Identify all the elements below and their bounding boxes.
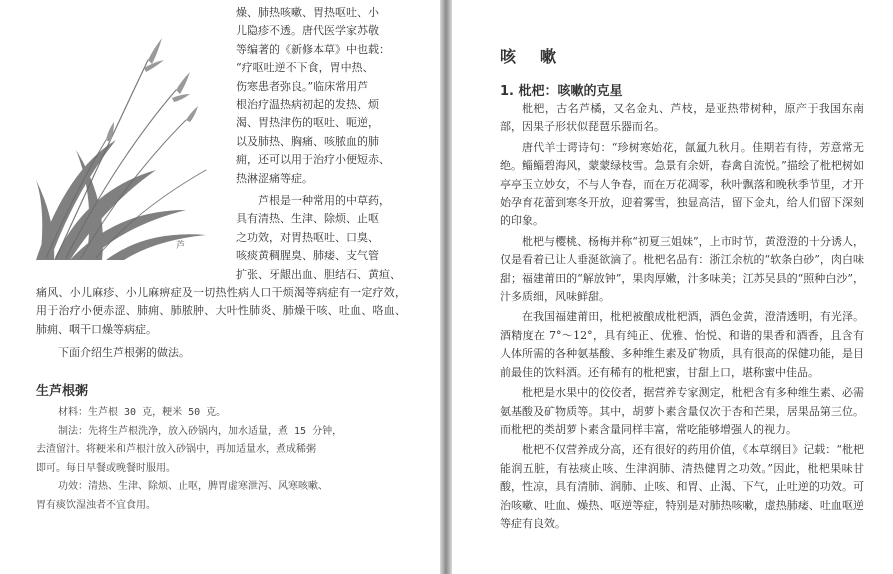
recipe-line: 材料：生芦根 30 克，粳米 50 克。 (58, 407, 227, 418)
intro-line: “疗呕吐逆不下食，胃中热、 (236, 61, 374, 75)
intro-line: 等编著的《新修本草》中也载： (236, 42, 390, 56)
intro-paragraph (236, 4, 406, 188)
intro-line: 儿隐疹不透。唐代医学家苏敬 (236, 24, 379, 38)
recipe-line: 即可。每日早餐或晚餐时服用。 (36, 462, 176, 474)
reed-illustration (36, 20, 222, 260)
body-paragraph: 枇杷是水果中的佼佼者，据营养专家测定，枇杷含有多种维生素、必需氨基酸及矿物质等。其中，胡萝卜素含量仅次于杏和芒果，居果品第三位。而枇杷的类胡萝卜素含量同样丰富，常吃能够增强人的视力。 (500, 386, 864, 436)
intro-line: 根治疗温热病初起的发热、烦 (236, 98, 379, 112)
body-paragraph: 在我国福建莆田，枇杷被酿成枇杷酒，酒色金黄，澄清透明，有光泽。酒精度在 7°～12°，具有纯正、优雅、怡悦、和谐的果香和酒香，且含有人体所需的各种氨基酸、多种维生素及矿物质，具有很高的保健功能，是目前最佳的饮料酒。还有稀有的枇杷蜜，甘甜上口，堪称蜜中佳品。 (500, 310, 864, 379)
intro-line: 痈，还可以用于治疗小便短赤、 (236, 153, 390, 167)
body-paragraph: 唐代羊士谔诗句：“珍树寒始花，氤氲九秋月。佳期若有待，芳意常无绝。鲻鲻碧海风，蒙蒙绿枝雪。急景有余妍，春禽自流悦。”描绘了枇杷树如亭亭玉立妙女，不与人争春，而在万花凋零，秋叶飘落和晚秋季节里，才开始孕育花蕾到寒冬开放，迎着雾雪，独显高洁，留下金丸，给人们留下深刻的印象。 (500, 140, 864, 228)
recipe-line: 去渣留汁。将粳米和芦根汁放入砂锅中，再加适量水，煮成稀粥 (36, 444, 316, 456)
reed-root-line: 之功效，对胃热呕吐、口臭、 (236, 230, 379, 244)
recipe-line: 功效：清热、生津、除烦、止呕，脾胃虚寒泄泻、风寒咳嗽、 (58, 481, 328, 493)
illustration-caption: 芦 (176, 241, 186, 251)
reed-root-paragraph-cont: 痛风、小儿麻疹、小儿麻痹症及一切热性病人口干烦渴等病症有一定疗效，用于治疗小便赤涩、肺痈、肺脓肿、大叶性肺炎、肺燥干咳、吐血、咯血、肺痈、咽干口燥等病症。 (36, 286, 406, 336)
section-title: 1. 枇杷：咳嗽的克星 (500, 84, 623, 99)
section-body (500, 100, 864, 535)
reed-root-line: 芦根是一种常用的中草药， (258, 194, 390, 207)
intro-line: 伤寒患者弥良。”临床常用芦 (236, 79, 369, 93)
body-paragraph: 枇杷与樱桃、杨梅并称“初夏三姐妹”，上市时节，黄澄澄的十分诱人，仅是看着已让人垂涎欲滴了。枇杷名品有：浙江余杭的“软条白砂”，肉白味甜；福建莆田的“解放钟”，果肉厚嫩，汁多味美；江苏吴县的“照种白沙”，汁多质细，风味鲜甜。 (500, 234, 864, 304)
intro-line: 渴、胃热津伤的呕吐、呃逆， (236, 116, 379, 130)
recipe-line: 制法：先将生芦根洗净，放入砂锅内，加水适量，煮 15 分钟， (58, 425, 343, 437)
lead-sentence: 下面介绍生芦根粥的做法。 (58, 346, 190, 359)
recipe-line: 胃有痰饮湿浊者不宜食用。 (36, 499, 156, 511)
chapter-title: 咳 嗽 (500, 47, 561, 66)
body-paragraph: 枇杷，古名芦橘，又名金丸、芦枝，是亚热带树种，原产于我国东南部，因果子形状似琵琶乐器而名。 (500, 102, 864, 134)
left-page (0, 0, 440, 574)
book-gutter (440, 0, 452, 574)
reed-root-line: 扩张、牙龈出血、胆结石、黄疸、 (236, 267, 401, 281)
intro-line: 燥、肺热咳嗽、胃热呕吐、小 (236, 6, 379, 19)
reed-root-line: 具有清热、生津、除烦、止呕 (236, 212, 379, 226)
reed-root-paragraph (236, 192, 406, 284)
right-page (452, 0, 893, 574)
intro-line: 以及肺热、胸痛、咳脓血的肺 (236, 134, 379, 148)
body-paragraph: 枇杷不仅营养成分高，还有很好的药用价值，《本草纲目》记载：“枇杷能润五脏，有祛痰止咳、生津润肺、清热健胃之功效。”因此，枇杷果味甘酸，性凉，具有清肺、润肺、止咳、和胃、止渴、下气，止吐逆的功效。可治咳嗽、吐血、燥热、呕逆等症，特别是对肺热咳嗽，虚热肺痿、吐血呕逆等症有良效。 (500, 443, 864, 530)
recipe-body (36, 404, 416, 516)
reed-root-line: 咳痰黄稠腥臭、肺痿、支气管 (236, 249, 379, 263)
intro-line: 热淋涩痛等症。 (236, 171, 313, 185)
recipe-title: 生芦根粥 (36, 384, 89, 399)
